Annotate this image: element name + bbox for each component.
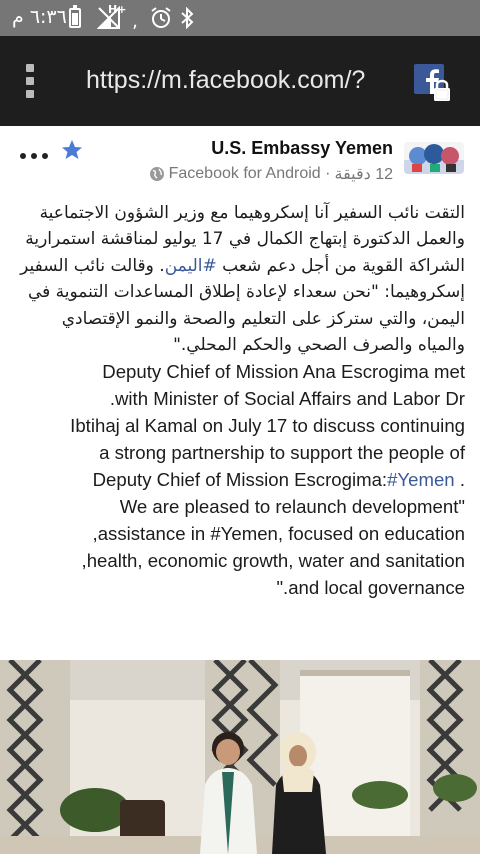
page-name[interactable]: U.S. Embassy Yemen [211, 138, 393, 158]
english-line5-text: . Deputy Chief of Mission Escrogima: [92, 469, 465, 491]
post-time[interactable]: 12 دقيقة [334, 166, 393, 183]
english-line [15, 466, 465, 493]
post-text-arabic [15, 200, 465, 358]
english-line: with Minister of Social Affairs and Labor Dr. [109, 388, 465, 410]
star-icon[interactable] [60, 138, 84, 162]
post-source: Facebook for Android · [168, 165, 331, 182]
browser-address-bar [0, 36, 480, 126]
network-type: H+ [108, 3, 127, 16]
more-options-icon[interactable] [20, 146, 48, 166]
english-line: "We are pleased to relaunch development [119, 496, 465, 518]
post-text-english [15, 358, 465, 601]
post-photo[interactable] [0, 660, 480, 854]
status-time: ٦:٣٦ م [12, 6, 67, 28]
signal-icon [94, 0, 126, 36]
bluetooth-icon [178, 0, 196, 36]
facebook-lock-icon[interactable] [414, 64, 454, 104]
english-line: a strong partnership to support the people of [99, 442, 465, 464]
english-line: health, economic growth, water and sanitation, [81, 550, 465, 572]
alarm-icon [148, 0, 174, 36]
post-header [0, 126, 480, 198]
post-meta [149, 164, 393, 184]
menu-icon[interactable] [26, 64, 36, 98]
url-field[interactable]: https://m.facebook.com/? [86, 66, 366, 94]
english-line: Deputy Chief of Mission Ana Escrogima met [102, 361, 465, 383]
english-line: and local governance." [276, 577, 465, 599]
status-separator: , [132, 10, 138, 32]
hashtag-yemen-arabic[interactable]: #اليمن [164, 255, 217, 276]
arabic-text-part1: التقت نائب السفير آنا إسكروهيما مع وزير الشؤون الاجتماعية والعمل الدكتورة إبتهاج الكمال في 17 يوليو لمناقشة استمرارية الشراكة القوية من أجل دعم شعب [25, 203, 465, 276]
status-bar [0, 0, 480, 36]
battery-icon [68, 0, 82, 36]
post-text [0, 200, 480, 601]
globe-icon [149, 166, 165, 182]
page-avatar[interactable] [404, 142, 464, 174]
english-line: assistance in #Yemen, focused on education, [92, 523, 465, 545]
english-line: Ibtihaj al Kamal on July 17 to discuss continuing [70, 415, 465, 437]
arabic-text-part2: . وقالت نائب السفير إسكروهيما: "نحن سعداء لإعادة إطلاق المساعدات التنموية في اليمن، والتي ستركز على التعليم والصحة والنمو الإقتصادي والمياه والصرف الصحي والحكم المحلي." [20, 255, 465, 356]
hashtag-yemen-english[interactable]: #Yemen [387, 469, 455, 491]
